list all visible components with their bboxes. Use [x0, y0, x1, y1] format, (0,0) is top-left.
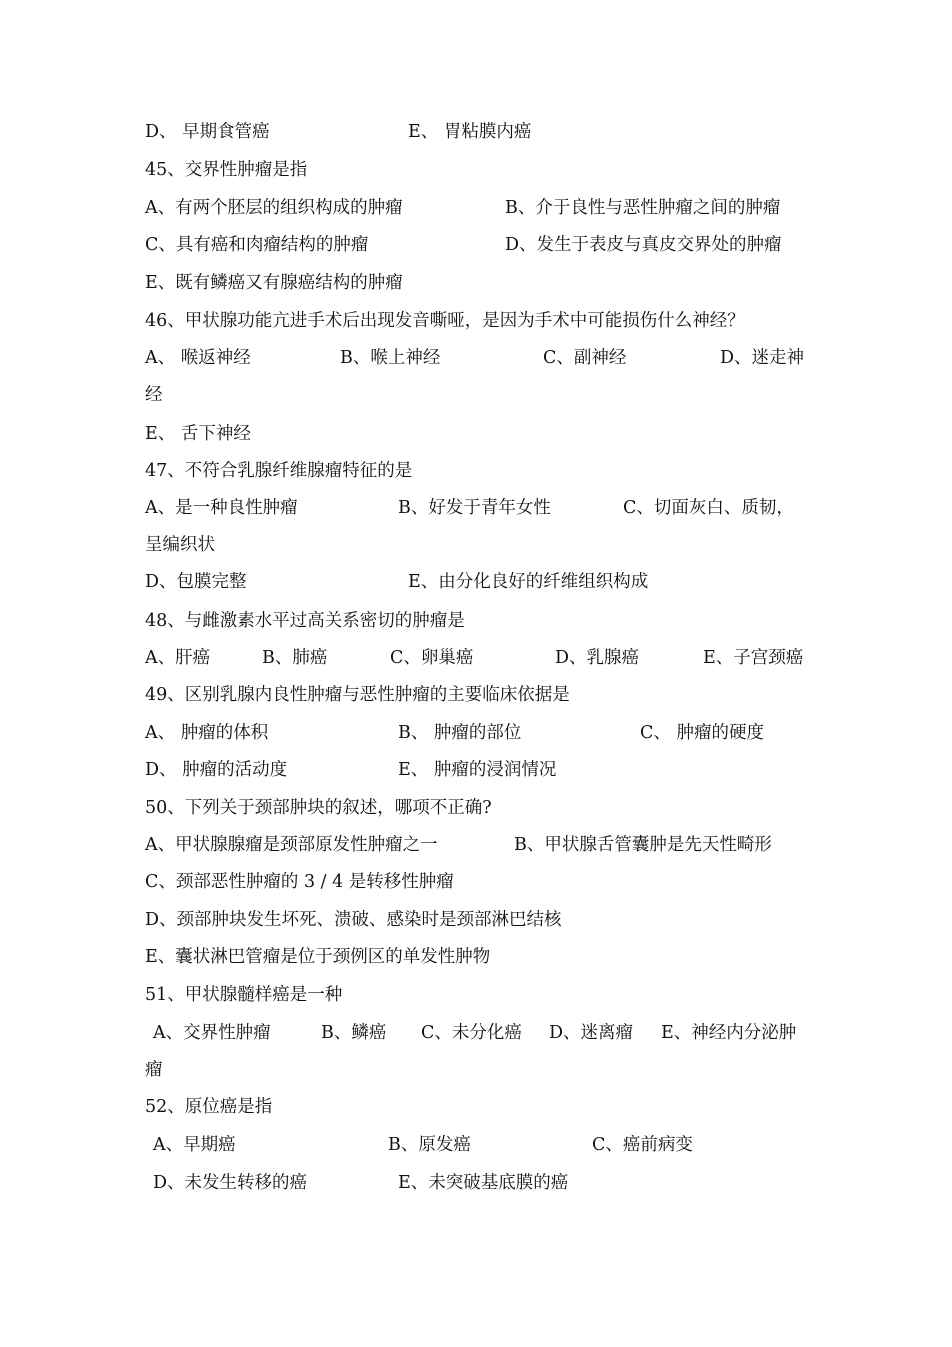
question-text: 48、与雌激素水平过高关系密切的肿瘤是 — [145, 611, 465, 631]
question-text: 50、下列关于颈部肿块的叙述，哪项不正确? — [145, 798, 492, 818]
option-c: C、颈部恶性肿瘤的 3 / 4 是转移性肿瘤 — [145, 872, 454, 892]
option-b: B、甲状腺舌管囊肿是先天性畸形 — [514, 835, 772, 855]
option-d-continued: 经 — [145, 385, 163, 405]
option-e: E、由分化良好的纤维组织构成 — [408, 572, 649, 592]
option-b: B、喉上神经 — [340, 348, 441, 368]
option-b: B、 肿瘤的部位 — [398, 723, 522, 743]
question-text: 47、不符合乳腺纤维腺瘤特征的是 — [145, 461, 413, 481]
option-d: D、发生于表皮与真皮交界处的肿瘤 — [505, 235, 782, 255]
question-text: 52、原位癌是指 — [145, 1097, 273, 1117]
option-c: C、卵巢癌 — [390, 648, 474, 668]
option-a: A、是一种良性肿瘤 — [145, 498, 298, 518]
option-e: E、 舌下神经 — [145, 424, 251, 444]
option-e: E、神经内分泌肿 — [661, 1023, 797, 1043]
option-b: B、好发于青年女性 — [398, 498, 551, 518]
option-c: C、副神经 — [543, 348, 627, 368]
option-a: A、甲状腺腺瘤是颈部原发性肿瘤之一 — [145, 835, 438, 855]
option-a: A、交界性肿瘤 — [153, 1023, 271, 1043]
option-b: B、介于良性与恶性肿瘤之间的肿瘤 — [505, 198, 781, 218]
option-c: C、癌前病变 — [592, 1135, 693, 1155]
option-e: E、囊状淋巴管瘤是位于颈例区的单发性肿物 — [145, 947, 491, 967]
option-d: D、乳腺癌 — [555, 648, 640, 668]
option-e: E、 胃粘膜内癌 — [408, 122, 532, 142]
option-a: A、 肿瘤的体积 — [145, 723, 269, 743]
option-a: A、早期癌 — [153, 1135, 236, 1155]
option-e: E、既有鳞癌又有腺癌结构的肿瘤 — [145, 273, 403, 293]
option-c: C、未分化癌 — [421, 1023, 522, 1043]
option-d: D、包膜完整 — [145, 572, 247, 592]
option-d: D、迷走神 — [720, 348, 805, 368]
option-e: E、未突破基底膜的癌 — [398, 1173, 569, 1193]
question-text: 51、甲状腺髓样癌是一种 — [145, 985, 343, 1005]
option-e: E、 肿瘤的浸润情况 — [398, 760, 557, 780]
option-d: D、 肿瘤的活动度 — [145, 760, 288, 780]
option-b: B、肺癌 — [262, 648, 328, 668]
option-d: D、 早期食管癌 — [145, 122, 270, 142]
option-e-continued: 瘤 — [145, 1060, 163, 1080]
option-c-continued: 呈编织状 — [145, 535, 215, 555]
question-text: 45、交界性肿瘤是指 — [145, 160, 308, 180]
option-c: C、具有癌和肉瘤结构的肿瘤 — [145, 235, 369, 255]
option-d: D、颈部肿块发生坏死、溃破、感染时是颈部淋巴结核 — [145, 910, 562, 930]
option-a: A、 喉返神经 — [145, 348, 251, 368]
option-c: C、切面灰白、质韧， — [623, 498, 794, 518]
question-text: 46、甲状腺功能亢进手术后出现发音嘶哑，是因为手术中可能损伤什么神经？ — [145, 311, 745, 331]
option-d: D、迷离瘤 — [549, 1023, 634, 1043]
option-c: C、 肿瘤的硬度 — [640, 723, 764, 743]
option-a: A、有两个胚层的组织构成的肿瘤 — [145, 198, 403, 218]
option-b: B、原发癌 — [388, 1135, 471, 1155]
option-e: E、子宫颈癌 — [703, 648, 804, 668]
option-a: A、肝癌 — [145, 648, 211, 668]
question-text: 49、区别乳腺内良性肿瘤与恶性肿瘤的主要临床依据是 — [145, 685, 570, 705]
option-b: B、鳞癌 — [321, 1023, 387, 1043]
option-d: D、未发生转移的癌 — [153, 1173, 308, 1193]
